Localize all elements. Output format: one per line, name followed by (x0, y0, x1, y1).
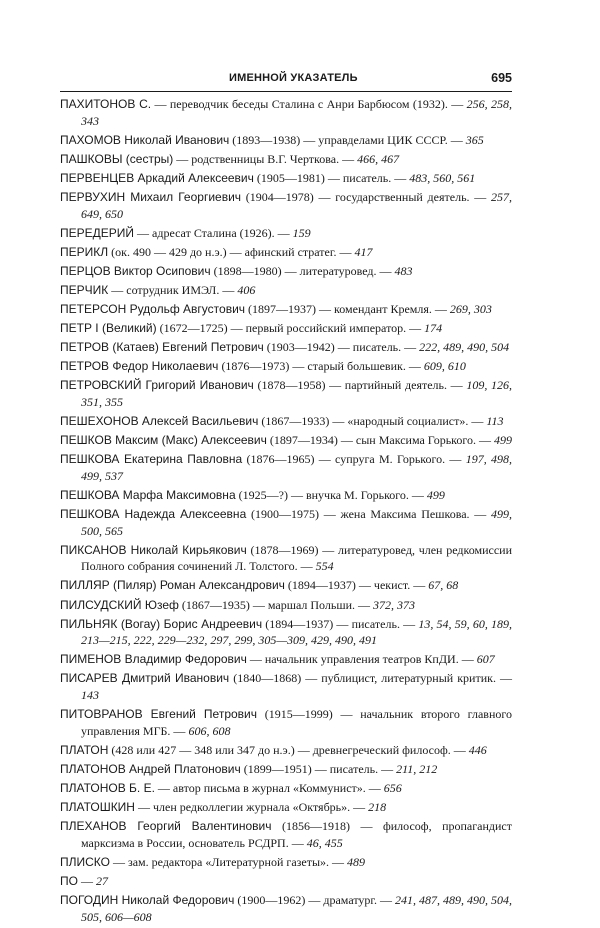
entry-description: — сотрудник ИМЭЛ. — (108, 282, 238, 297)
entry-name: ПЕТР I (Великий) (60, 321, 157, 336)
entry-page-refs: 499 (494, 433, 513, 448)
index-entry (60, 597, 512, 614)
entry-page-refs: 499 (426, 487, 445, 502)
entry-page-refs: 365 (465, 132, 484, 147)
entry-description: (428 или 427 — 348 или 347 до н.э.) — древнегреческий философ. — (108, 742, 469, 757)
entry-page-refs: 269, 303 (449, 302, 492, 317)
entry-description: (1878—1969) — литературовед, член редкомиссии Полного собрания сочинений Л. Толстого. — (81, 542, 513, 574)
entry-name: ПЛИСКО (60, 854, 110, 869)
entry-name: ПИКСАНОВ Николай Кирьякович (60, 542, 247, 557)
entry-page-refs: 67, 68 (428, 578, 459, 593)
entry-name: ПЕТРОВСКИЙ Григорий Иванович (60, 378, 254, 393)
entry-page-refs: 241, 487, 489, 490, 504, 505, 606—608 (81, 893, 513, 924)
entry-name: ПАШКОВЫ (сестры) (60, 151, 174, 166)
entry-description: (1893—1938) — управделами ЦИК СССР. — (229, 132, 466, 147)
entry-page-refs: 483 (394, 263, 413, 278)
entry-name: ПИМЕНОВ Владимир Федорович (60, 652, 247, 667)
index-entry (60, 451, 512, 484)
entry-name: ПЕТРОВ Федор Николаевич (60, 359, 219, 374)
entry-description: (1876—1965) — супруга М. Горького. — (242, 452, 466, 467)
index-entry (60, 506, 512, 539)
page-number: 695 (491, 71, 512, 85)
entry-description: (1894—1937) — чекист. — (284, 578, 429, 593)
entry-page-refs: 211, 212 (396, 761, 438, 776)
header-title: ИМЕННОЙ УКАЗАТЕЛЬ (229, 72, 358, 84)
entry-name: ПЕРВЕНЦЕВ Аркадий Алексеевич (60, 170, 254, 185)
entry-description: — автор письма в журнал «Коммунист». — (154, 780, 384, 795)
entry-page-refs: 606, 608 (188, 723, 231, 738)
entry-description: — зам. редактора «Литературной газеты». — (109, 854, 348, 869)
index-entry (60, 225, 512, 242)
index-entry (60, 339, 512, 356)
entry-description: — (77, 873, 96, 888)
entry-page-refs: 499, 500, 565 (81, 507, 513, 538)
index-entry (60, 377, 512, 410)
index-entry (60, 282, 512, 299)
entry-description: (1897—1937) — комендант Кремля. — (245, 302, 450, 317)
entry-page-refs: 159 (292, 225, 311, 240)
entry-name: ПАХОМОВ Николай Иванович (60, 132, 230, 147)
entry-description: (1915—1999) — начальник второго главного управления МГБ. — (81, 707, 512, 738)
entry-description: — начальник управления театров КпДИ. — (246, 652, 477, 667)
entry-page-refs: 489 (347, 854, 366, 869)
entry-page-refs: 417 (354, 244, 373, 259)
index-entry (60, 432, 512, 449)
entry-name: ПОГОДИН Николай Федорович (60, 893, 235, 908)
index-entry (60, 670, 512, 703)
entry-description: (1867—1933) — «народный социалист». — (258, 414, 487, 429)
entry-description: (1898—1980) — литературовед. — (210, 263, 395, 278)
entry-page-refs: 143 (81, 688, 99, 702)
entry-page-refs: 256, 258, 343 (81, 97, 513, 128)
entry-name: ПИЛСУДСКИЙ Юзеф (60, 597, 179, 612)
index-entry (60, 301, 512, 318)
entry-name: ПЕШКОВА Надежда Алексеевна (60, 507, 247, 522)
index-entry (60, 413, 512, 430)
entry-name: ПЛАТОНОВ Б. Е. (60, 780, 155, 795)
index-entry (60, 892, 512, 925)
entry-name: ПЕРЦОВ Виктор Осипович (60, 263, 211, 278)
entry-page-refs: 609, 610 (423, 359, 466, 374)
entry-name: ПЕТЕРСОН Рудольф Августович (60, 302, 246, 317)
index-entry (60, 616, 512, 649)
entry-name: ПЕШКОВА Марфа Максимовна (60, 487, 236, 502)
entry-page-refs: 113 (486, 414, 504, 429)
entry-page-refs: 554 (315, 559, 334, 574)
index-entry (60, 542, 512, 575)
entry-page-refs: 466, 467 (357, 151, 400, 166)
entry-description: (1925—?) — внучка М. Горького. — (235, 487, 427, 502)
index-entry (60, 818, 512, 851)
entry-name: ПИТОВРАНОВ Евгений Петрович (60, 707, 258, 722)
index-entry (60, 761, 512, 778)
entry-name: ПИСАРЕВ Дмитрий Иванович (60, 671, 230, 686)
entry-description: (1897—1934) — сын Максима Горького. — (266, 433, 495, 448)
entry-name: ПЛЕХАНОВ Георгий Валентинович (60, 819, 272, 834)
entry-page-refs: 109, 126, 351, 355 (81, 378, 513, 409)
index-entry (60, 189, 512, 222)
entry-description: — родственницы В.Г. Черткова. — (173, 151, 358, 166)
index-entry (60, 487, 512, 504)
entry-description: (ок. 490 — 429 до н.э.) — афинский стратег. — (108, 244, 355, 259)
entry-name: ПИЛЛЯР (Пиляр) Роман Александрович (60, 578, 285, 593)
entry-description: (1905—1981) — писатель. — (253, 170, 410, 185)
entry-name: ПЛАТОН (60, 742, 109, 757)
index-entry (60, 873, 512, 890)
entry-description: (1672—1725) — первый российский император. — (156, 321, 425, 336)
entry-name: ПЕРЕДЕРИЙ (60, 225, 135, 240)
index-entry (60, 651, 512, 668)
entry-description: (1856—1918) — философ, пропагандист марксизма в России, основатель РСДРП. — (81, 819, 513, 850)
entry-description: (1900—1962) — драматург. — (234, 893, 395, 908)
entry-name: ПЕРИКЛ (60, 244, 109, 259)
entry-page-refs: 446 (468, 742, 487, 757)
index-entry (60, 96, 512, 129)
entry-description: — переводчик беседы Сталина с Анри Барбюсом (1932). — (151, 97, 467, 111)
running-header (60, 70, 512, 92)
index-entry (60, 358, 512, 375)
entry-description: (1900—1975) — жена Максима Пешкова. — (246, 507, 492, 522)
entry-page-refs: 174 (424, 321, 443, 336)
entry-page-refs: 46, 455 (306, 835, 343, 850)
entry-page-refs: 218 (368, 800, 387, 815)
entry-page-refs: 13, 54, 59, 60, 189, 213—215, 222, 229—232, 297, 299, 305—309, 429, 490, 491 (81, 616, 513, 648)
entry-description: (1894—1937) — писатель. — (262, 616, 419, 631)
entry-description: (1867—1935) — маршал Польши. — (178, 597, 374, 612)
entry-name: ПЕШЕХОНОВ Алексей Васильевич (60, 414, 259, 429)
entry-name: ПЛАТОНОВ Андрей Платонович (60, 761, 241, 776)
entry-description: — член редколлегии журнала «Октябрь». — (134, 800, 369, 815)
entry-page-refs: 656 (383, 780, 402, 795)
index-entry (60, 706, 512, 739)
entry-description: — адресат Сталина (1926). — (134, 225, 293, 240)
entry-page-refs: 257, 649, 650 (81, 189, 513, 221)
index-entry (60, 799, 512, 816)
entry-name: ПО (60, 873, 78, 888)
entry-page-refs: 222, 489, 490, 504 (419, 340, 510, 355)
entry-description: (1903—1942) — писатель. — (263, 340, 420, 355)
entry-description: (1904—1978) — государственный деятель. — (241, 189, 492, 204)
entry-page-refs: 483, 560, 561 (409, 170, 476, 185)
entry-name: ПАХИТОНОВ С. (60, 97, 152, 111)
index-entry (60, 320, 512, 337)
index-entry (60, 780, 512, 797)
entry-name: ПЕРВУХИН Михаил Георгиевич (60, 189, 242, 204)
entry-name: ПЕРЧИК (60, 282, 109, 297)
entry-name: ПЕТРОВ (Катаев) Евгений Петрович (60, 340, 264, 355)
index-entry (60, 244, 512, 261)
index-entry (60, 263, 512, 280)
index-entry (60, 742, 512, 759)
entry-name: ПЕШКОВ Максим (Макс) Алексеевич (60, 433, 267, 448)
index-entry (60, 170, 512, 187)
index-entry (60, 577, 512, 594)
index-entry (60, 151, 512, 168)
entry-page-refs: 27 (95, 873, 108, 888)
entry-page-refs: 607 (476, 652, 495, 667)
entry-page-refs: 372, 373 (373, 597, 416, 612)
entry-name: ПИЛЬНЯК (Вогау) Борис Андреевич (60, 616, 263, 631)
entry-page-refs: 197, 498, 499, 537 (81, 452, 513, 483)
entry-description: (1876—1973) — старый большевик. — (218, 359, 424, 374)
entry-description: (1840—1868) — публицист, литературный критик. — (229, 671, 512, 686)
index-entry (60, 854, 512, 871)
entry-page-refs: 406 (237, 282, 256, 297)
entry-name: ПЕШКОВА Екатерина Павловна (60, 452, 243, 467)
entry-description: (1878—1958) — партийный деятель. — (253, 378, 467, 393)
index-entry (60, 132, 512, 149)
entry-description: (1899—1951) — писатель. — (240, 761, 397, 776)
index-entries (60, 96, 512, 928)
entry-name: ПЛАТОШКИН (60, 800, 135, 815)
